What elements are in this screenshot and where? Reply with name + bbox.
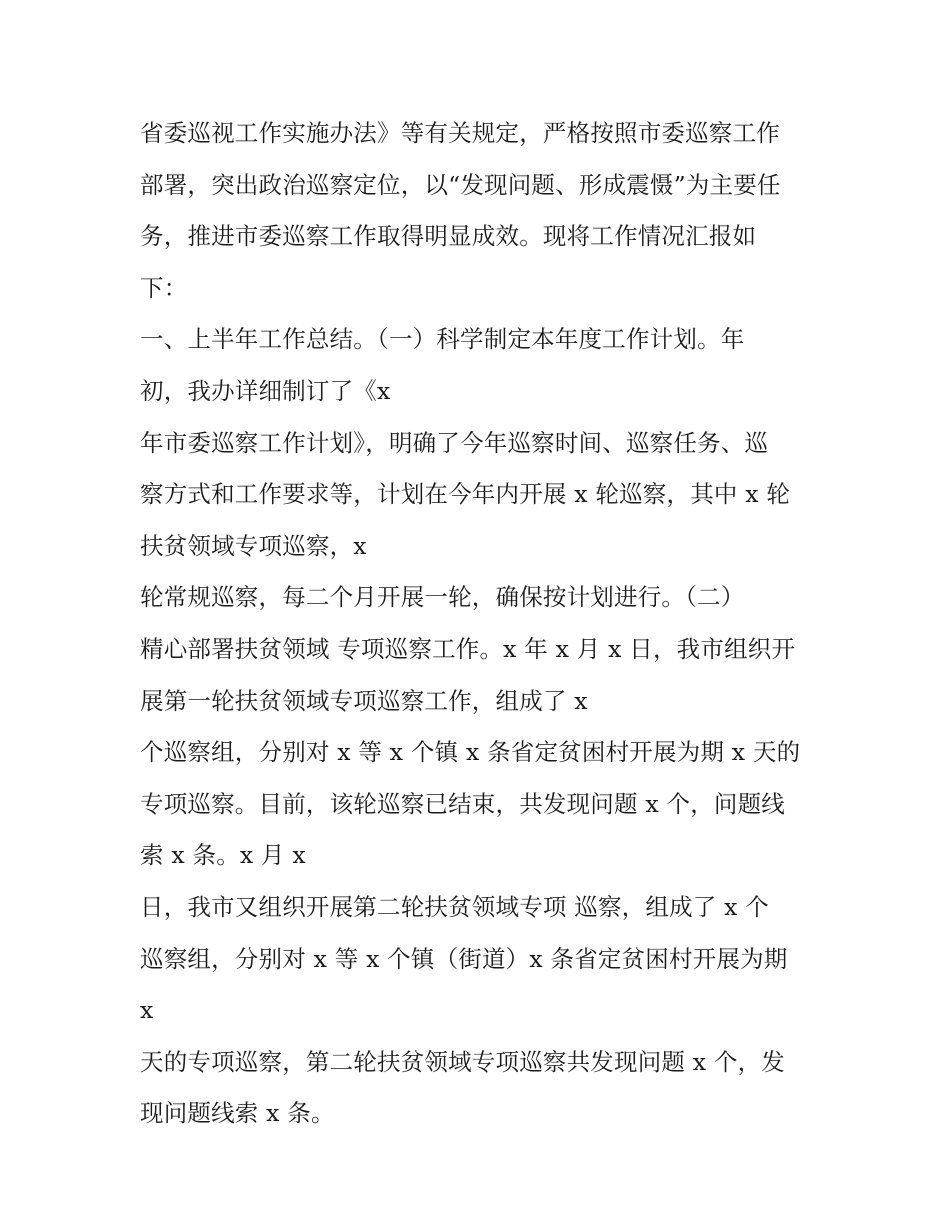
- text-line: 扶贫领域专项巡察，x: [140, 531, 367, 560]
- text-line: 部署，突出政治巡察定位，以“发现问题、形成震慑”为主要任: [140, 170, 781, 199]
- section-heading-line: 一、上半年工作总结。（一）科学制定本年度工作计划。年: [140, 325, 745, 354]
- body-text: [140, 108, 830, 1140]
- text-line: 现问题线索 x 条。: [140, 1099, 335, 1128]
- text-line: 初，我办详细制订了《x: [140, 376, 391, 405]
- text-line: 下：: [140, 273, 188, 302]
- text-line: 精心部署扶贫领域 专项巡察工作。x 年 x 月 x 日，我市组织开: [140, 634, 796, 663]
- text-line: 年市委巡察工作计划》，明确了今年巡察时间、巡察任务、巡: [140, 428, 769, 457]
- text-line: 轮常规巡察，每二个月开展一轮，确保按计划进行。（二）: [140, 583, 745, 612]
- text-line: 个巡察组，分别对 x 等 x 个镇 x 条省定贫困村开展为期 x 天的: [140, 738, 801, 767]
- text-line: 展第一轮扶贫领域专项巡察工作，组成了 x: [140, 686, 588, 715]
- text-line: 天的专项巡察，第二轮扶贫领域专项巡察共发现问题 x 个，发: [140, 1047, 785, 1076]
- text-line: x: [140, 996, 154, 1025]
- text-line: 省委巡视工作实施办法》等有关规定，严格按照市委巡察工作: [140, 119, 780, 147]
- text-line: 务，推进市委巡察工作取得明显成效。现将工作情况汇报如: [140, 222, 757, 251]
- text-line: 索 x 条。x 月 x: [140, 841, 306, 870]
- text-line: 巡察组，分别对 x 等 x 个镇（街道）x 条省定贫困村开展为期: [140, 944, 788, 973]
- text-line: 察方式和工作要求等，计划在今年内开展 x 轮巡察，其中 x 轮: [140, 480, 791, 509]
- text-line: 专项巡察。目前，该轮巡察已结束，共发现问题 x 个，问题线: [140, 789, 785, 818]
- text-line: 日，我市又组织开展第二轮扶贫领域专项 巡察，组成了 x 个: [140, 892, 769, 921]
